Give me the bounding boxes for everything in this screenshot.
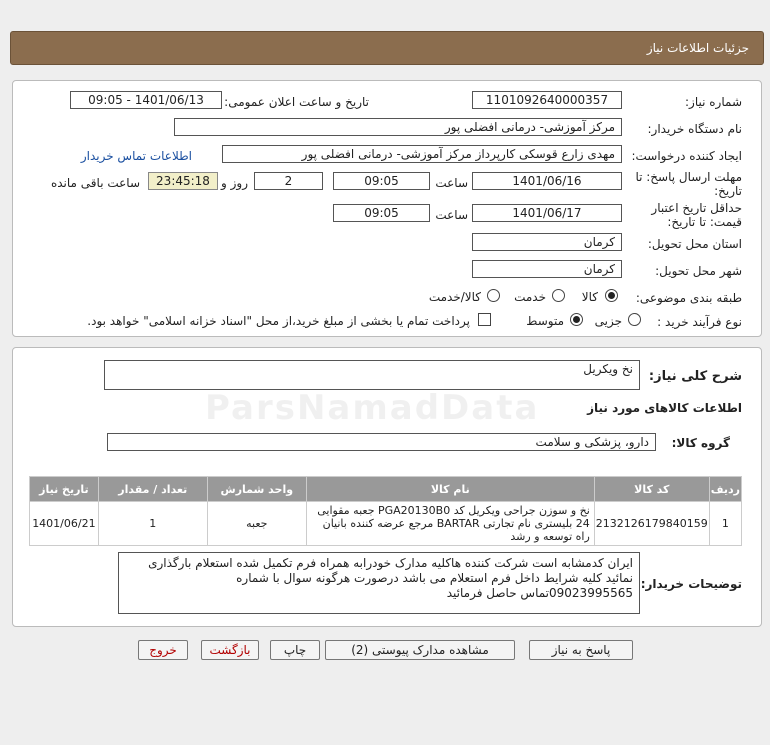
reply-button[interactable]: پاسخ به نیاز xyxy=(529,640,633,660)
row-code: 2132126179840159 xyxy=(594,502,709,546)
summary-field: نخ ویکریل xyxy=(104,360,640,390)
row-name: نخ و سوزن جراحی ویکریل کد PGA20130B0 جعبه مقوایی 24 بلیستری نام تجارتی BARTAR مرجع عرضه کننده بانیان راه توسعه و رشد xyxy=(306,502,594,546)
row-unit: جعبه xyxy=(207,502,306,546)
print-button[interactable]: چاپ xyxy=(270,640,320,660)
back-button[interactable]: بازگشت xyxy=(201,640,259,660)
category-radio-goods-service[interactable] xyxy=(487,289,500,302)
treasury-note: پرداخت تمام یا بخشی از مبلغ خرید،از محل "اسناد خزانه اسلامی" خواهد بود. xyxy=(87,314,470,328)
row-index: 1 xyxy=(709,502,741,546)
validity-time-label: ساعت xyxy=(435,208,468,222)
col-code: کد کالا xyxy=(594,477,709,502)
buyer-org-label: نام دستگاه خریدار: xyxy=(647,122,742,136)
validity-time-field: 09:05 xyxy=(333,204,430,222)
buyer-notes-label: توضیحات خریدار: xyxy=(640,577,742,591)
purchase-radio-minor[interactable] xyxy=(628,313,641,326)
goods-group-field: دارو، پزشکی و سلامت xyxy=(107,433,656,451)
days-label: روز و xyxy=(221,176,248,190)
category-radio-goods[interactable] xyxy=(605,289,618,302)
page-header xyxy=(10,31,764,65)
deadline-date-field: 1401/06/16 xyxy=(472,172,622,190)
page-title: جزئیات اطلاعات نیاز xyxy=(646,41,749,55)
validity-label-date: قیمت: تا تاریخ: xyxy=(667,215,742,229)
need-number-label: شماره نیاز: xyxy=(685,95,742,109)
creator-field: مهدی زارع قوسکی کارپرداز مرکز آموزشی- درمانی افضلی پور xyxy=(222,145,622,163)
col-unit: واحد شمارش xyxy=(207,477,306,502)
table-row xyxy=(30,502,742,546)
col-index: ردیف xyxy=(709,477,741,502)
buyer-contact-link[interactable]: اطلاعات تماس خریدار xyxy=(80,149,192,163)
treasury-checkbox[interactable] xyxy=(478,313,491,326)
col-date: تاریخ نیاز xyxy=(30,477,99,502)
need-number-field: 1101092640000357 xyxy=(472,91,622,109)
city-label: شهر محل تحویل: xyxy=(655,264,742,278)
announce-label: تاریخ و ساعت اعلان عمومی: xyxy=(224,95,369,109)
category-radio-service[interactable] xyxy=(552,289,565,302)
row-qty: 1 xyxy=(98,502,207,546)
creator-label: ایجاد کننده درخواست: xyxy=(631,149,742,163)
purchase-option-minor: جزیی xyxy=(594,314,622,328)
category-label: طبقه بندی موضوعی: xyxy=(635,291,742,305)
announce-field: 1401/06/13 - 09:05 xyxy=(70,91,222,109)
row-date: 1401/06/21 xyxy=(30,502,99,546)
remaining-time-field: 23:45:18 xyxy=(148,172,218,190)
days-field: 2 xyxy=(254,172,323,190)
goods-group-label: گروه کالا: xyxy=(671,436,730,450)
purchase-radio-medium[interactable] xyxy=(570,313,583,326)
col-qty: تعداد / مقدار xyxy=(98,477,207,502)
deadline-time-field: 09:05 xyxy=(333,172,430,190)
category-option-service: خدمت xyxy=(514,290,546,304)
deadline-label: مهلت ارسال پاسخ: تا xyxy=(635,170,742,184)
category-option-goods-service: کالا/خدمت xyxy=(428,290,481,304)
goods-table xyxy=(29,476,742,546)
city-field: کرمان xyxy=(472,260,622,278)
deadline-time-label: ساعت xyxy=(435,176,468,190)
summary-label: شرح کلی نیاز: xyxy=(648,369,742,384)
province-label: استان محل تحویل: xyxy=(647,237,742,251)
col-name: نام کالا xyxy=(306,477,594,502)
purchase-option-medium: متوسط xyxy=(526,314,564,328)
deadline-label-date: تاریخ: xyxy=(714,184,742,198)
remaining-label: ساعت باقی مانده xyxy=(50,176,140,190)
validity-date-field: 1401/06/17 xyxy=(472,204,622,222)
goods-info-title: اطلاعات کالاهای مورد نیاز xyxy=(587,401,742,415)
watermark: ParsNamadData xyxy=(205,388,540,428)
purchase-label: نوع فرآیند خرید : xyxy=(657,315,742,329)
table-header-row xyxy=(30,477,742,502)
buyer-notes-field: ایران کدمشابه است شرکت کننده هاکلیه مدارک خودرابه همراه فرم تکمیل شده استعلام بارگذاری نمائید کلیه شرایط داخل فرم استعلام می باشد درصورت هرگونه سوال با شماره 09023995565تماس حاصل فرمائید xyxy=(118,552,640,614)
category-option-goods: کالا xyxy=(581,290,598,304)
validity-label: حداقل تاریخ اعتبار xyxy=(651,201,742,215)
province-field: کرمان xyxy=(472,233,622,251)
buyer-org-field: مرکز آموزشی- درمانی افضلی پور xyxy=(174,118,622,136)
exit-button[interactable]: خروج xyxy=(138,640,188,660)
attachments-button[interactable]: مشاهده مدارک پیوستی (2) xyxy=(325,640,515,660)
